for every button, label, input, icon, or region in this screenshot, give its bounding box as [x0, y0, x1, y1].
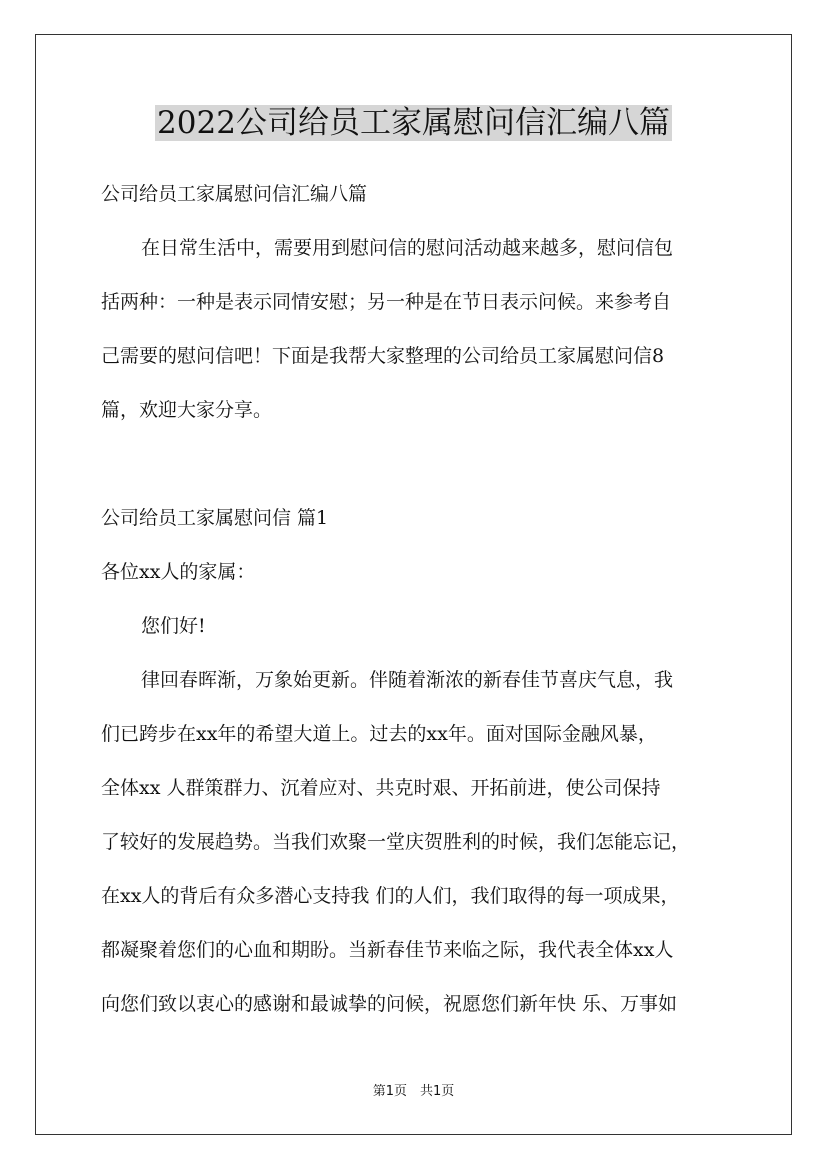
page-number: 第1页 共1页 — [372, 1084, 455, 1099]
document-title — [0, 103, 827, 143]
intro-line: 括两种：一种是表示同情安慰；另一种是在节日表示问候。来参考自 — [101, 291, 672, 313]
body-line: 向您们致以衷心的感谢和最诚挚的问候，祝愿您们新年快 乐、万事如 — [101, 993, 678, 1015]
document-title-text: 2022公司给员工家属慰问信汇编八篇 — [157, 105, 670, 141]
body-line: 们已跨步在xx年的希望大道上。过去的xx年。面对国际金融风暴， — [101, 723, 657, 745]
body-line: 都凝聚着您们的心血和期盼。当新春佳节来临之际，我代表全体xx人 — [101, 939, 674, 961]
document-subtitle: 公司给员工家属慰问信汇编八篇 — [101, 183, 368, 205]
body-line: 了较好的发展趋势。当我们欢聚一堂庆贺胜利的时候，我们怎能忘记， — [101, 831, 691, 853]
body-line: 律回春晖渐，万象始更新。伴随着渐浓的新春佳节喜庆气息，我 — [141, 669, 674, 691]
body-line: 全体xx 人群策群力、沉着应对、共克时艰、开拓前进，使公司保持 — [101, 777, 661, 799]
intro-line: 篇，欢迎大家分享。 — [101, 399, 273, 421]
greeting: 您们好! — [141, 615, 206, 637]
body-line: 在xx人的背后有众多潜心支持我 们的人们，我们取得的每一项成果， — [101, 885, 680, 907]
section-heading: 公司给员工家属慰问信 篇1 — [101, 507, 329, 529]
intro-line: 在日常生活中，需要用到慰问信的慰问活动越来越多，慰问信包 — [141, 237, 674, 259]
intro-line: 己需要的慰问信吧！下面是我帮大家整理的公司给员工家属慰问信8 — [101, 345, 665, 367]
salutation: 各位xx人的家属： — [101, 561, 256, 583]
